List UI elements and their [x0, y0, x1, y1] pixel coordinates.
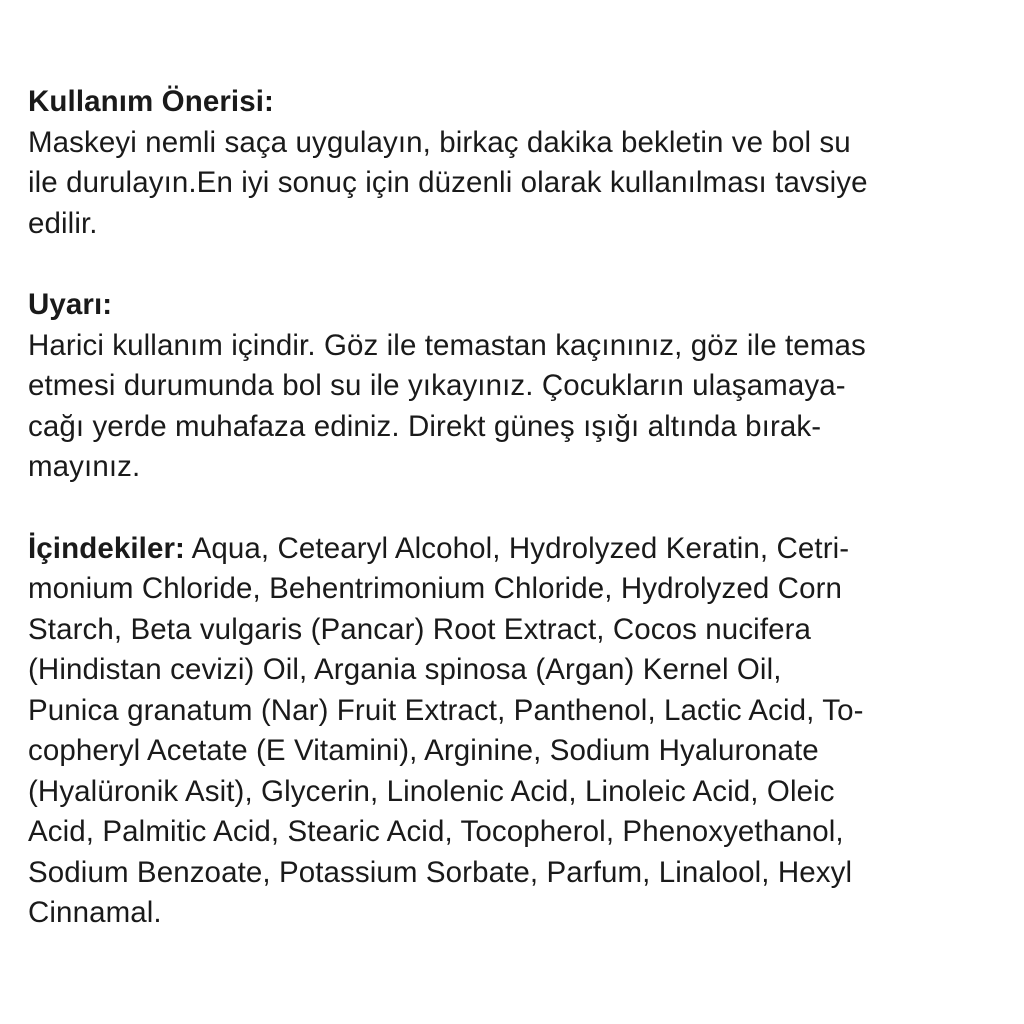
warning-line: mayınız. [28, 450, 141, 483]
warning-heading: Uyarı: [28, 288, 113, 321]
usage-line: ile durulayın.En iyi sonuç için düzenli olarak kullanılması tavsiye [28, 166, 868, 199]
usage-line: edilir. [28, 206, 98, 240]
ingredients-line: Starch, Beta vulgaris (Pancar) Root Extract, Cocos nucifera [28, 612, 812, 646]
ingredients-line: Punica granatum (Nar) Fruit Extract, Panthenol, Lactic Acid, To- [28, 693, 864, 727]
ingredients-line: (Hindistan cevizi) Oil, Argania spinosa (Argan) Kernel Oil, [28, 653, 782, 686]
warning-section [28, 285, 998, 488]
section-spacer [28, 488, 998, 529]
usage-line: Maskeyi nemli saça uygulayın, birkaç dakika bekletin ve bol su [28, 125, 851, 159]
product-info-document [28, 82, 998, 934]
usage-section [28, 82, 998, 244]
ingredients-section [28, 529, 998, 934]
warning-line: Harici kullanım içindir. Göz ile temastan kaçınınız, göz ile temas [28, 328, 866, 362]
ingredients-line: (Hyalüronik Asit), Glycerin, Linolenic Acid, Linoleic Acid, Oleic [28, 774, 835, 808]
ingredients-text: Aqua, Cetearyl Alcohol, Hydrolyzed Keratin, Cetri- [184, 531, 850, 565]
ingredients-first-line [28, 529, 998, 570]
warning-line: cağı yerde muhafaza ediniz. Direkt güneş ışığı altında bırak- [28, 409, 822, 443]
ingredients-line: copheryl Acetate (E Vitamini), Arginine, Sodium Hyaluronate [28, 734, 819, 767]
section-spacer [28, 244, 998, 285]
ingredients-line: Acid, Palmitic Acid, Stearic Acid, Tocopherol, Phenoxyethanol, [28, 815, 844, 848]
ingredients-line: Cinnamal. [28, 896, 162, 929]
usage-heading: Kullanım Önerisi: [28, 85, 274, 118]
ingredients-line: monium Chloride, Behentrimonium Chloride, Hydrolyzed Corn [28, 572, 843, 605]
ingredients-heading: İçindekiler: [28, 531, 185, 565]
warning-line: etmesi durumunda bol su ile yıkayınız. Çocukların ulaşamaya- [28, 369, 846, 402]
ingredients-line: Sodium Benzoate, Potassium Sorbate, Parfum, Linalool, Hexyl [28, 855, 853, 889]
